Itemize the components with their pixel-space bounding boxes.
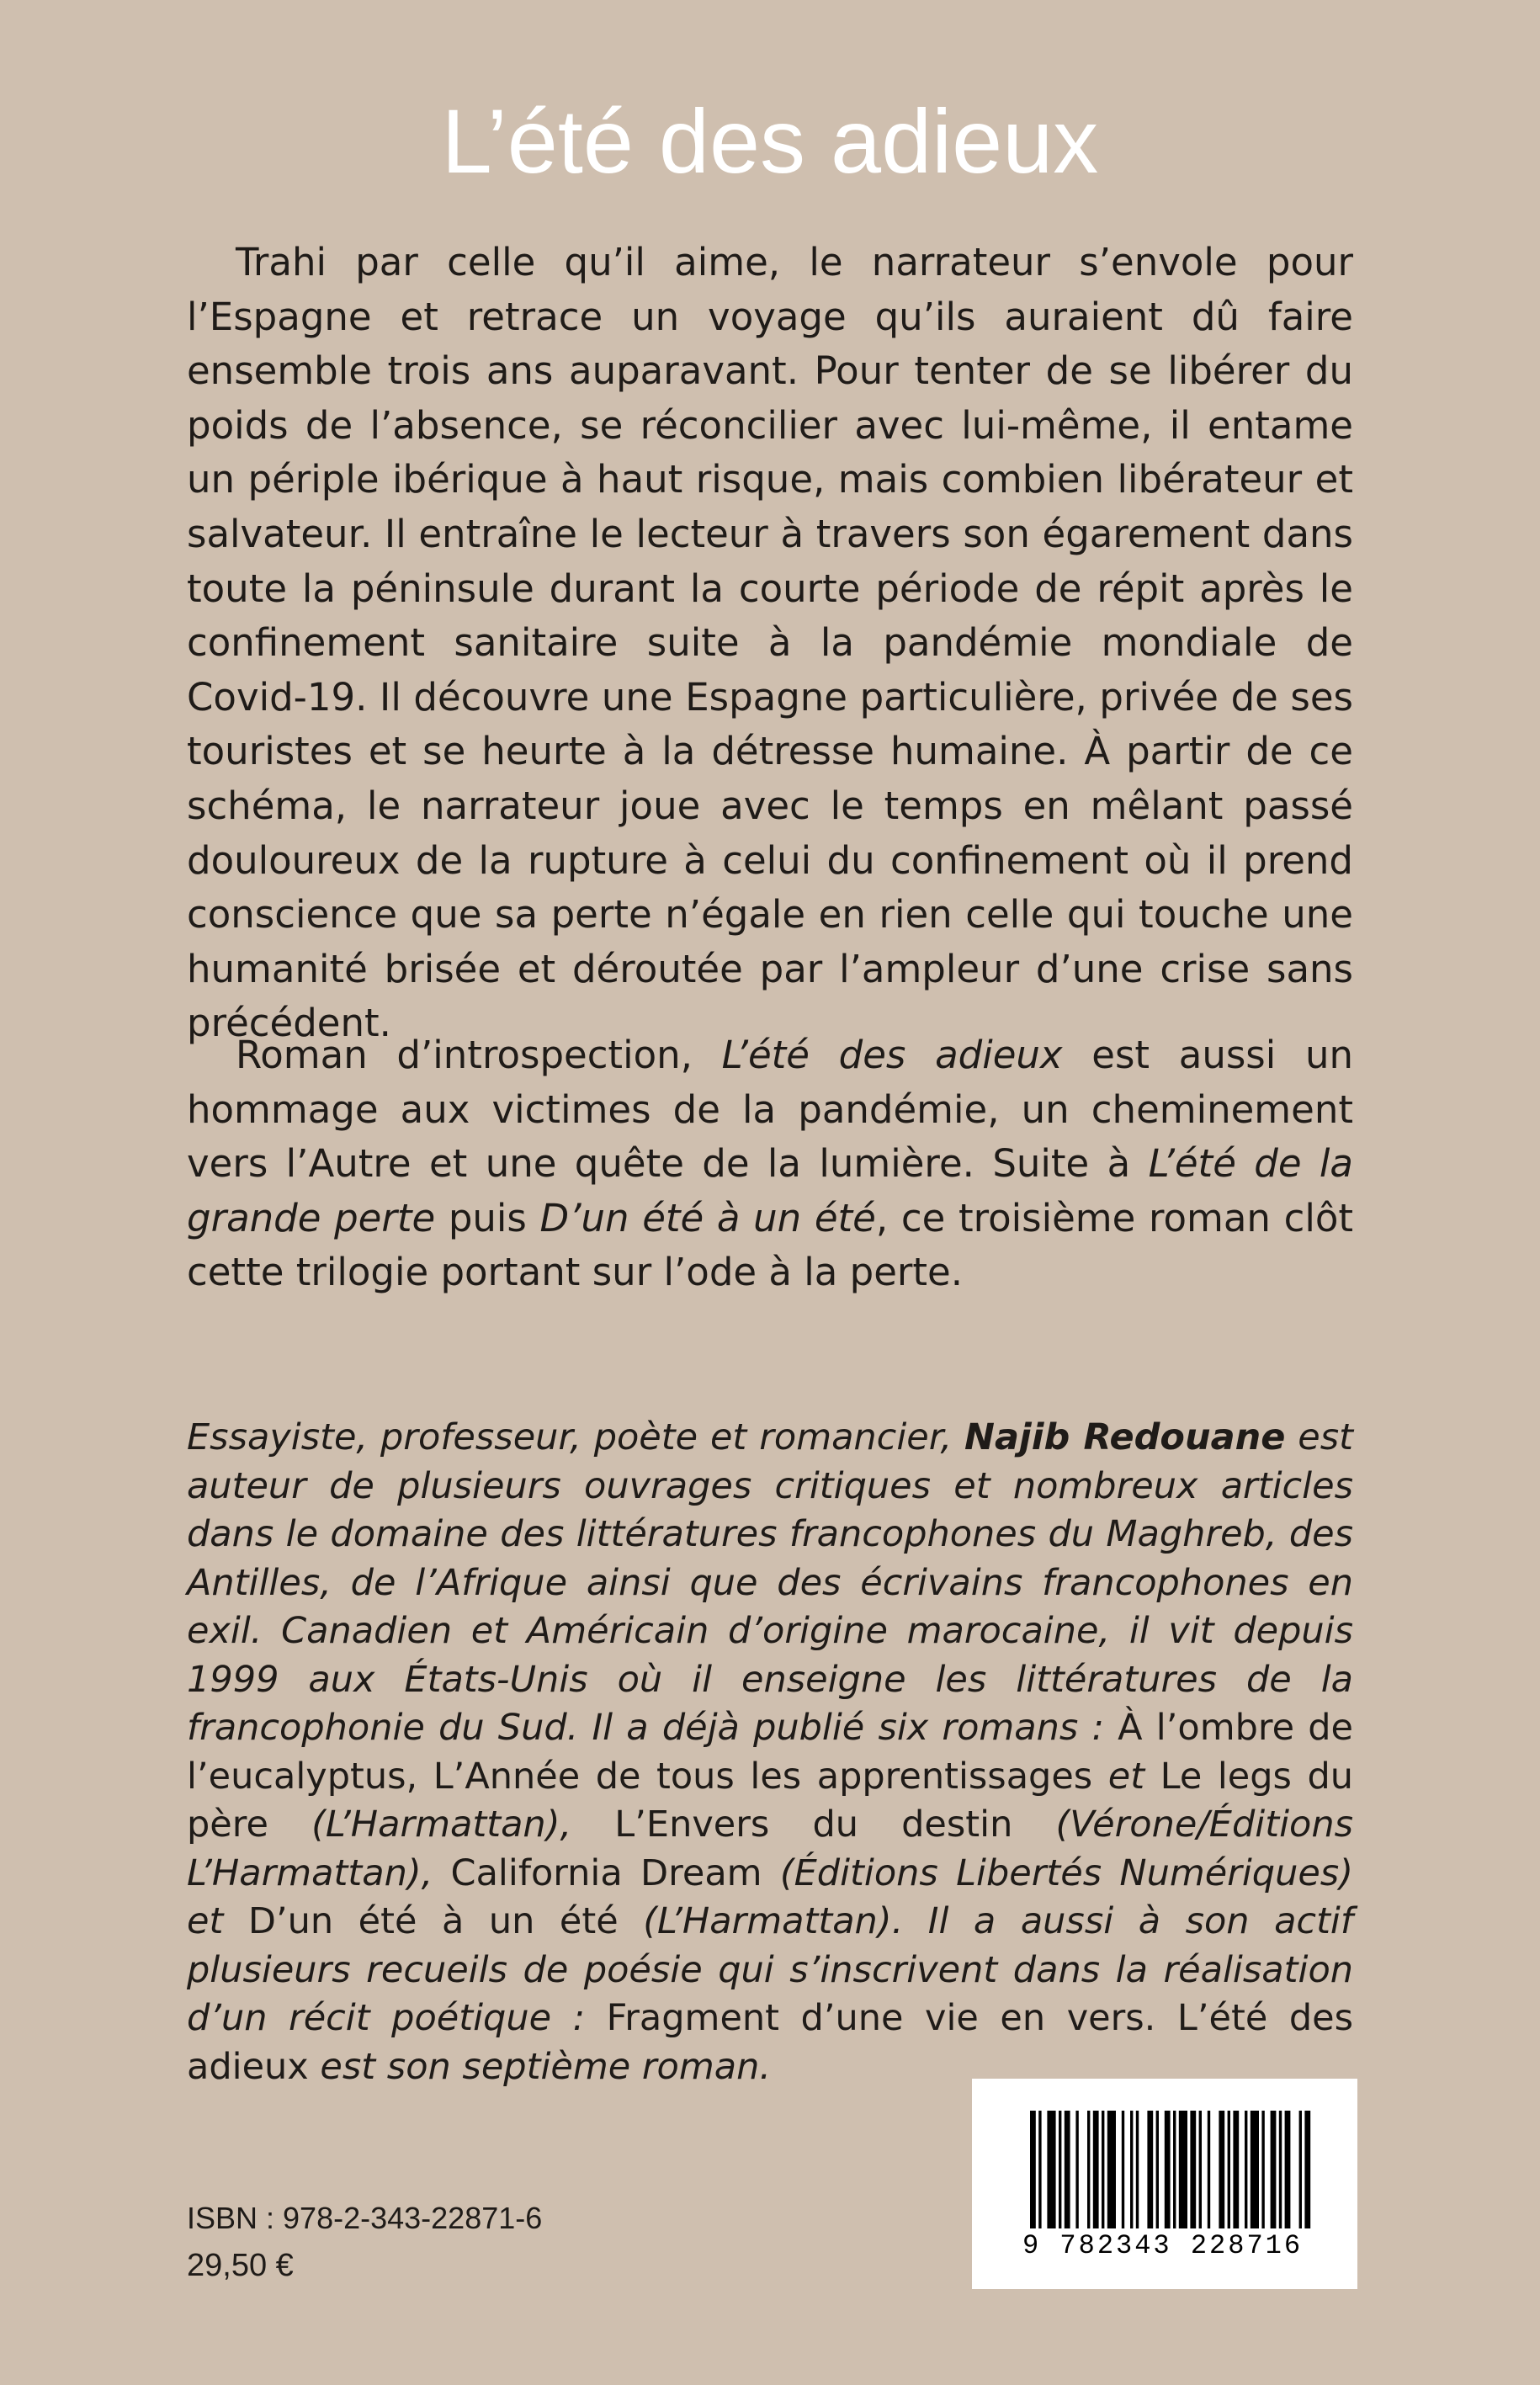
- synopsis-run: est aussi un hommage aux victimes de la pandémie, un cheminement vers l’Autre et une quête de la lumière. Suite à: [187, 1033, 1353, 1187]
- author-name: Najib Redouane: [964, 1416, 1286, 1458]
- bio-run: est son septième roman.: [308, 2045, 772, 2088]
- author-bio: [187, 1414, 1353, 2091]
- bio-run: (L’Harmattan). Il a aussi à son actif plusieurs recueils de poésie qui s’inscrivent dans la réalisation d’un récit poétique :: [187, 1900, 1354, 2039]
- price-label: 29,50 €: [187, 2248, 294, 2283]
- synopsis-run: , ce troisième roman clôt cette trilogie portant sur l’ode à la perte.: [187, 1195, 1354, 1295]
- barcode-digits: 9 782343 228716: [1022, 2230, 1304, 2261]
- synopsis-text-1: Trahi par celle qu’il aime, le narrateur s’envole pour l’Espagne et retrace un voyage qu’ils auraient dû faire ensemble trois ans auparavant. Pour tenter de se libérer du poids de l’absence, se réconcilier avec lui-même, il entame un périple ibérique à haut risque, mais combien libérateur et salvateur. Il entraîne le lecteur à travers son égarement dans toute la péninsule durant la courte période de répit après le confinement sanitaire suite à la pandémie mondiale de Covid-19. Il découvre une Espagne particulière, privée de ses touristes et se heurte à la détresse humaine. À partir de ce schéma, le narrateur joue avec le temps en mêlant passé douloureux de la rupture à celui du confinement où il prend conscience que sa perte n’égale en rien celle qui touche une humanité brisée et déroutée par l’ampleur d’une crise sans précédent.: [187, 240, 1353, 1046]
- work-title: Le legs du père: [187, 1755, 1354, 1846]
- book-title-ref: L’été des adieux: [721, 1033, 1063, 1077]
- work-title: D’un été à un été: [247, 1900, 619, 1942]
- book-title-ref: L’été de la grande perte: [187, 1141, 1353, 1240]
- ean13-barcode-icon: [1027, 2111, 1313, 2237]
- work-title: À l’ombre de l’eucalyptus, L’Année de tous les apprentissages: [187, 1707, 1353, 1798]
- work-title: Fragment d’une vie en vers. L’été des adieux: [187, 1997, 1353, 2088]
- synopsis-text-2: [187, 1028, 1353, 1300]
- barcode-panel: [972, 2079, 1357, 2289]
- work-title: L’Envers du destin: [614, 1803, 1013, 1846]
- work-title: California Dream: [450, 1851, 762, 1894]
- synopsis-run: puis: [435, 1195, 540, 1240]
- bio-run: et: [1092, 1755, 1160, 1798]
- synopsis-run: Roman d’introspection,: [236, 1033, 722, 1077]
- bio-run: (Vérone/Éditions L’Harmattan),: [187, 1803, 1353, 1894]
- book-title: L’été des adieux: [441, 90, 1099, 192]
- bio-run: (L’Harmattan),: [268, 1803, 615, 1846]
- bio-run: est auteur de plusieurs ouvrages critiques et nombreux articles dans le domaine des littératures francophones du Maghreb, des Antilles, de l’Afrique ainsi que des écrivains francophones en exil. Canadien et Américain d’origine marocaine, il vit depuis 1999 aux États-Unis où il enseigne les littératures de la francophonie du Sud. Il a déjà publié six romans :: [187, 1416, 1353, 1749]
- book-title-ref: D’un été à un été: [539, 1195, 876, 1240]
- bio-run: Essayiste, professeur, poète et romancier,: [187, 1416, 965, 1458]
- bio-run: (Éditions Libertés Numériques) et: [187, 1851, 1353, 1942]
- synopsis-paragraph-2: [187, 1028, 1353, 1300]
- isbn-label: ISBN : 978-2-343-22871-6: [187, 2201, 543, 2235]
- synopsis-paragraph-1: [187, 236, 1353, 1051]
